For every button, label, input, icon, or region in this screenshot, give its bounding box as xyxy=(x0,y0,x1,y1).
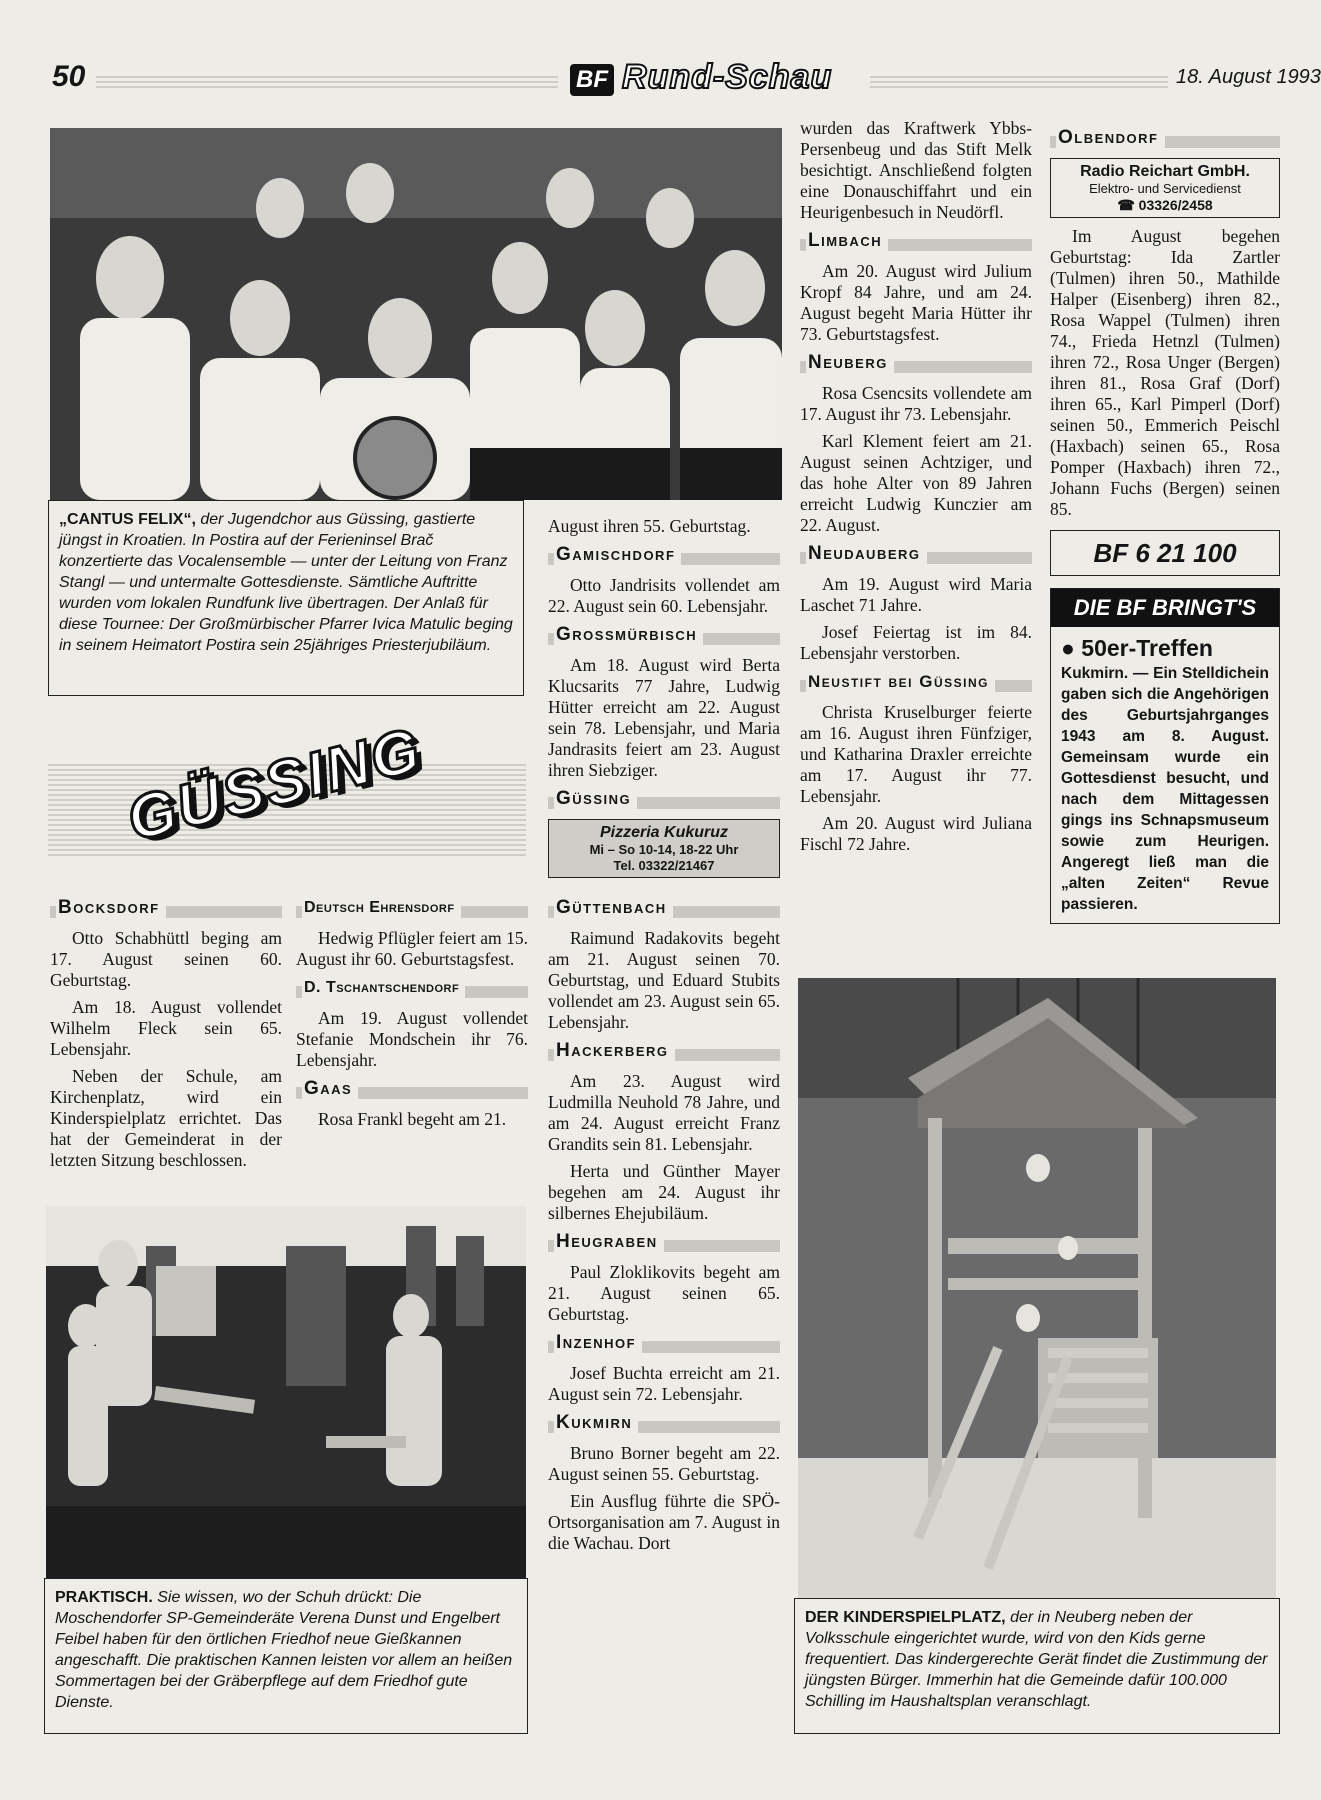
paragraph: Am 19. August wird Maria Laschet 71 Jahre. xyxy=(800,574,1032,615)
paragraph: August ihren 55. Geburtstag. xyxy=(548,516,751,536)
radio-ad-name: Radio Reichart GmbH. xyxy=(1080,163,1250,180)
paragraph: Christa Kruselburger feierte am 16. August ihren Fünfziger, und Katharina Draxler erreichte am 17. August ihr 77. Lebensjahr. xyxy=(800,702,1032,806)
feature-box xyxy=(1050,588,1280,924)
issue-date: 18. August 1993 xyxy=(1176,66,1321,88)
playground-photo xyxy=(798,978,1276,1598)
cemetery-caption-box xyxy=(44,1578,528,1734)
pizzeria-hours: Mi – So 10-14, 18-22 Uhr xyxy=(589,842,739,857)
paragraph: Am 19. August vollendet Stefanie Mondschein ihr 76. Lebensjahr. xyxy=(296,1008,528,1070)
paragraph: Neben der Schule, am Kirchenplatz, wird ein Kinderspielplatz errichtet. Das hat der Gemeinderat in der letzten Sitzung beschlossen. xyxy=(50,1066,282,1170)
paragraph: Herta und Günther Mayer begehen am 24. August ihr silbernes Ehejubiläum. xyxy=(548,1161,780,1223)
paragraph: Bruno Borner begeht am 22. August seinen 55. Geburtstag. xyxy=(548,1443,780,1484)
column-1 xyxy=(50,892,282,1177)
playground-caption-lead: DER KINDERSPIELPLATZ, xyxy=(805,1609,1006,1626)
heading-neustift: Neustift bei Güssing xyxy=(800,670,1032,696)
cemetery-caption-lead: PRAKTISCH. xyxy=(55,1589,153,1606)
heading-guettenbach: Güttenbach xyxy=(548,896,780,922)
paragraph: Otto Schabhüttl beging am 17. August seinen 60. Geburtstag. xyxy=(50,928,282,990)
radio-ad-phone: ☎ 03326/2458 xyxy=(1117,197,1213,213)
paragraph: Josef Feiertag ist im 84. Lebensjahr verstorben. xyxy=(800,622,1032,663)
header-rule-left xyxy=(96,74,558,88)
paragraph: Paul Zloklikovits begeht am 21. August seinen 65. Geburtstag. xyxy=(548,1262,780,1324)
choir-photo xyxy=(50,128,782,500)
section-title: Rund-Schau xyxy=(622,58,833,96)
heading-neudauberg: Neudauberg xyxy=(800,542,1032,568)
heading-heugraben: Heugraben xyxy=(548,1230,780,1256)
paragraph: Raimund Radakovits begeht am 21. August seinen 70. Geburtstag, und Eduard Stubits vollendet am 23. August sein 65. Lebensjahr. xyxy=(548,928,780,1032)
pizzeria-ad xyxy=(548,819,780,878)
heading-gamischdorf: Gamischdorf xyxy=(548,543,780,569)
column-3 xyxy=(548,516,780,1560)
choir-caption-text: der Jugendchor aus Güssing, gastierte jüngst in Kroatien. In Postira auf der Ferieninsel Brač konzertierte das Vocalensemble — unter der Leitung von Franz Stangl — und untermalte Gottesdienste. Sämtliche Auftritte wurden vom lokalen Rundfunk live übertragen. Der Anlaß für diese Tournee: Der Großmürbischer Pfarrer Ivica Matulic beging in seinem Heimatort Postira sein 25jähriges Priesterjubiläum. xyxy=(59,511,513,654)
paragraph: Otto Jandrisits vollendet am 22. August sein 60. Lebensjahr. xyxy=(548,575,780,616)
paragraph: Am 20. August wird Juliana Fischl 72 Jahre. xyxy=(800,813,1032,854)
heading-inzenhof: Inzenhof xyxy=(548,1331,780,1357)
heading-neuberg: Neuberg xyxy=(800,351,1032,377)
pizzeria-name: Pizzeria Kukuruz xyxy=(599,824,729,841)
bullet-icon: ● xyxy=(1061,635,1075,661)
column-4 xyxy=(800,118,1032,861)
heading-deutsch-ehrensdorf: Deutsch Ehrensdorf xyxy=(296,896,528,922)
guessing-banner-title: GÜSSING xyxy=(120,715,429,855)
heading-olbendorf: Olbendorf xyxy=(1050,126,1280,152)
paragraph: Im August begehen Geburtstag: Ida Zartler (Tulmen) ihren 50., Mathilde Halper (Eisenberg) ihren 82., Rosa Wappel (Tulmen) ihren 74., Frieda Hetnzl (Tulmen) ihren 72., Rosa Unger (Bergen) ihren 81., Rosa Graf (Dorf) ihren 65., Karl Pimperl (Dorf) seinen 50., Emmerich Peischl (Haxbach) seinen 65., Rosa Pomper (Haxbach) ihren 72., Johann Fuchs (Bergen) seinen 85. xyxy=(1050,226,1280,519)
playground-illustration xyxy=(798,978,1276,1598)
logo-badge: BF xyxy=(570,64,614,96)
column-2 xyxy=(296,892,528,1136)
heading-gaas: Gaas xyxy=(296,1077,528,1103)
paragraph: Am 20. August wird Julium Kropf 84 Jahre, und am 24. August begeht Maria Hütter ihr 73. Geburtstagsfest. xyxy=(800,261,1032,344)
header-rule-right xyxy=(870,74,1168,88)
radio-reichart-ad xyxy=(1050,158,1280,218)
phone-box-number: BF 6 21 100 xyxy=(1093,538,1237,568)
cemetery-caption-text: Sie wissen, wo der Schuh drückt: Die Moschendorfer SP-Gemeinderäte Verena Dunst und Engelbert Feibel haben für den örtlichen Friedhof neue Gießkannen angeschafft. Die praktischen Kannen leisten vor allem an heißen Sommertagen bei der Gräberpflege auf dem Friedhof gute Dienste. xyxy=(55,1589,513,1711)
heading-grossmuerbisch: Grossmürbisch xyxy=(548,623,780,649)
paragraph: Hedwig Pflügler feiert am 15. August ihr 60. Geburtstagsfest. xyxy=(296,928,528,969)
page-number: 50 xyxy=(52,60,86,93)
playground-caption-text: der in Neuberg neben der Volksschule eingerichtet wurde, wird von den Kids gerne frequentiert. Das kindergerechte Gerät findet die Zustimmung der jüngsten Bürger. Immerhin hat die Gemeinde dafür 100.000 Schilling im Haushaltsplan veranschlagt. xyxy=(805,1609,1268,1710)
paragraph: Josef Buchta erreicht am 21. August sein 72. Lebensjahr. xyxy=(548,1363,780,1404)
paragraph: Rosa Csencsits vollendete am 17. August ihr 73. Lebensjahr. xyxy=(800,383,1032,424)
feature-banner: DIE BF BRINGT'S xyxy=(1051,589,1279,627)
pizzeria-phone: Tel. 03322/21467 xyxy=(613,858,715,873)
choir-caption-lead: „CANTUS FELIX“, xyxy=(59,511,196,528)
heading-kukmirn: Kukmirn xyxy=(548,1411,780,1437)
playground-caption-box xyxy=(794,1598,1280,1734)
guessing-banner xyxy=(120,707,469,903)
heading-limbach: Limbach xyxy=(800,229,1032,255)
paragraph: wurden das Kraftwerk Ybbs-Persenbeug und das Stift Melk besichtigt. Anschließend folgten eine Donauschiffahrt und ein Heurigenbesuch in Neudörfl. xyxy=(800,118,1032,222)
heading-bocksdorf: Bocksdorf xyxy=(50,896,282,922)
heading-d-tschantschendorf: D. Tschantschendorf xyxy=(296,976,528,1002)
heading-hackerberg: Hackerberg xyxy=(548,1039,780,1065)
feature-title: ● 50er-Treffen xyxy=(1061,635,1213,661)
page-header xyxy=(48,58,1321,102)
paragraph: Rosa Frankl begeht am 21. xyxy=(318,1109,507,1129)
phone-box xyxy=(1050,530,1280,576)
choir-illustration xyxy=(50,128,782,500)
cemetery-illustration xyxy=(46,1206,526,1578)
paragraph: Am 18. August vollendet Wilhelm Fleck sein 65. Lebensjahr. xyxy=(50,997,282,1059)
cemetery-photo xyxy=(46,1206,526,1578)
paragraph: Am 23. August wird Ludmilla Neuhold 78 Jahre, und am 24. August erreicht Franz Grandits sein 81. Lebensjahr. xyxy=(548,1071,780,1154)
radio-ad-service: Elektro- und Servicedienst xyxy=(1089,181,1241,196)
paragraph: Am 18. August wird Berta Klucsarits 77 Jahre, Ludwig Hütter erreicht am 22. August sein 78. Lebensjahr, und Maria Jandrasits feiert am 23. August ihren Siebziger. xyxy=(548,655,780,780)
paragraph: Ein Ausflug führte die SPÖ-Ortsorganisation am 7. August in die Wachau. Dort xyxy=(548,1491,780,1553)
feature-text: Kukmirn. — Ein Stelldichein gaben sich die Angehörigen des Geburtsjahrganges 1943 am 8. August. Gemeinsam wurde ein Gottesdienst besucht, und nach dem Mittagessen gings ins Schnapsmuseum sowie zum Heurigen. Angeregt ließ man die „alten Zeiten“ Revue passieren. xyxy=(1061,665,1269,913)
heading-guessing: Güssing xyxy=(548,787,780,813)
column-5 xyxy=(1050,122,1280,924)
paragraph: Karl Klement feiert am 21. August seinen Achtziger, und das hohe Alter von 89 Jahren erreicht Ludwig Kunczier am 22. August. xyxy=(800,431,1032,535)
choir-caption-box xyxy=(48,500,524,696)
